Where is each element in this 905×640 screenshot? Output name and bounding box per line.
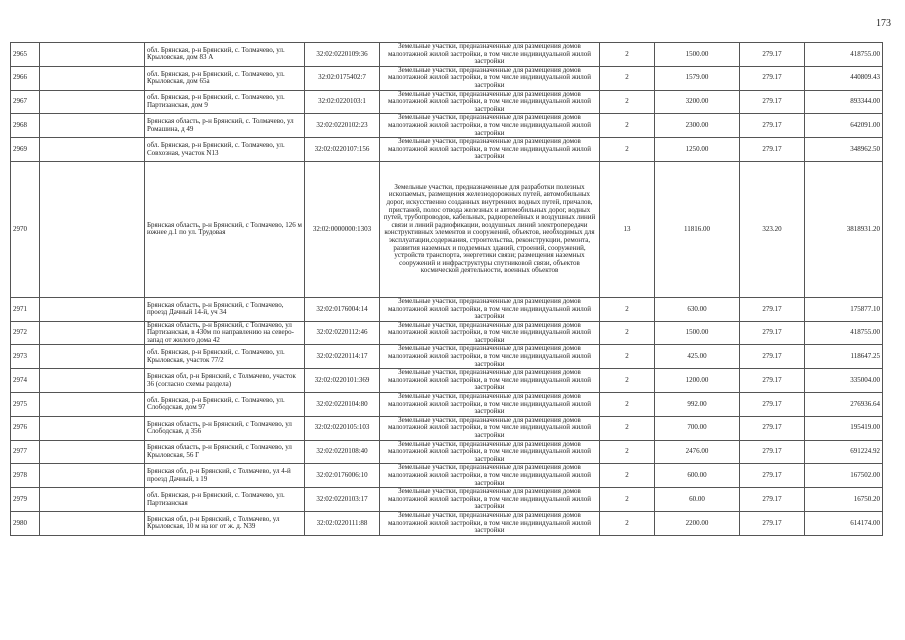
- address-cell: обл. Брянская, р-н Брянский, с. Толмачево, ул. Слободская, дом 97: [145, 393, 305, 417]
- rate-cell: 279.17: [740, 464, 805, 488]
- rate-cell: 279.17: [740, 43, 805, 67]
- rate-cell: 279.17: [740, 114, 805, 138]
- cadastral-number-cell: 32:02:0220101:369: [305, 369, 380, 393]
- blank-cell: [40, 464, 145, 488]
- table-row: [11, 43, 883, 67]
- row-number: 2970: [11, 161, 40, 297]
- blank-cell: [40, 488, 145, 512]
- table-row: [11, 416, 883, 440]
- rate-cell: 279.17: [740, 321, 805, 345]
- rate-cell: 279.17: [740, 511, 805, 535]
- land-use-cell: Земельные участки, предназначенные для размещения домов малоэтажной жилой застройки, в том числе индивидуальной жилой застройки: [380, 138, 600, 162]
- row-number: 2977: [11, 440, 40, 464]
- cadastral-value-cell: 3818931.20: [805, 161, 883, 297]
- area-cell: 1579.00: [655, 66, 740, 90]
- table-row: [11, 297, 883, 321]
- address-cell: Брянская область, р-н Брянский, с. Толмачево, ул Ромашина, д 49: [145, 114, 305, 138]
- category-code-cell: 2: [600, 297, 655, 321]
- land-use-cell: Земельные участки, предназначенные для размещения домов малоэтажной жилой застройки, в том числе индивидуальной жилой застройки: [380, 511, 600, 535]
- area-cell: 600.00: [655, 464, 740, 488]
- row-number: 2974: [11, 369, 40, 393]
- cadastral-value-cell: 418755.00: [805, 43, 883, 67]
- category-code-cell: 2: [600, 369, 655, 393]
- land-use-cell: Земельные участки, предназначенные для размещения домов малоэтажной жилой застройки, в том числе индивидуальной жилой застройки: [380, 488, 600, 512]
- cadastral-value-cell: 335004.00: [805, 369, 883, 393]
- area-cell: 1500.00: [655, 321, 740, 345]
- category-code-cell: 2: [600, 345, 655, 369]
- address-cell: обл. Брянская, р-н Брянский, с. Толмачево, ул. Совхозная, участок N13: [145, 138, 305, 162]
- address-cell: обл. Брянская, р-н Брянский, с. Толмачево, ул. Партизанская, дом 9: [145, 90, 305, 114]
- cadastral-number-cell: 32:02:0220103:1: [305, 90, 380, 114]
- cadastral-number-cell: 32:02:0220107:156: [305, 138, 380, 162]
- cadastral-value-cell: 893344.00: [805, 90, 883, 114]
- cadastral-value-cell: 118647.25: [805, 345, 883, 369]
- address-cell: Брянская обл, р-н Брянский, с Толмачево, участок 36 (согласно схемы раздела): [145, 369, 305, 393]
- area-cell: 3200.00: [655, 90, 740, 114]
- land-use-cell: Земельные участки, предназначенные для размещения домов малоэтажной жилой застройки, в том числе индивидуальной жилой застройки: [380, 43, 600, 67]
- cadastral-number-cell: 32:02:0175402:7: [305, 66, 380, 90]
- cadastral-number-cell: 32:02:0000000:1303: [305, 161, 380, 297]
- cadastral-value-cell: 195419.00: [805, 416, 883, 440]
- area-cell: 1500.00: [655, 43, 740, 67]
- rate-cell: 323.20: [740, 161, 805, 297]
- row-number: 2972: [11, 321, 40, 345]
- row-number: 2969: [11, 138, 40, 162]
- blank-cell: [40, 43, 145, 67]
- cadastral-number-cell: 32:02:0220108:40: [305, 440, 380, 464]
- cadastral-number-cell: 32:02:0220114:17: [305, 345, 380, 369]
- row-number: 2967: [11, 90, 40, 114]
- table-row: [11, 345, 883, 369]
- address-cell: Брянская обл, р-н Брянский, с Толмачево, ул Крыловская, 10 м на юг от ж. д. N39: [145, 511, 305, 535]
- area-cell: 11816.00: [655, 161, 740, 297]
- area-cell: 2200.00: [655, 511, 740, 535]
- land-use-cell: Земельные участки, предназначенные для размещения домов малоэтажной жилой застройки, в том числе индивидуальной жилой застройки: [380, 440, 600, 464]
- row-number: 2965: [11, 43, 40, 67]
- blank-cell: [40, 440, 145, 464]
- cadastral-value-cell: 614174.00: [805, 511, 883, 535]
- area-cell: 1200.00: [655, 369, 740, 393]
- area-cell: 2476.00: [655, 440, 740, 464]
- rate-cell: 279.17: [740, 297, 805, 321]
- blank-cell: [40, 416, 145, 440]
- rate-cell: 279.17: [740, 393, 805, 417]
- category-code-cell: 2: [600, 393, 655, 417]
- rate-cell: 279.17: [740, 138, 805, 162]
- cadastral-number-cell: 32:02:0220102:23: [305, 114, 380, 138]
- row-number: 2971: [11, 297, 40, 321]
- cadastral-value-cell: 642091.00: [805, 114, 883, 138]
- row-number: 2978: [11, 464, 40, 488]
- cadastral-number-cell: 32:02:0220112:46: [305, 321, 380, 345]
- address-cell: Брянская область, р-н Брянский, с Толмачево, ул Партизанская, в 430м по направлению на северо-запад от жилого дома 42: [145, 321, 305, 345]
- land-use-cell: Земельные участки, предназначенные для размещения домов малоэтажной жилой застройки, в том числе индивидуальной жилой застройки: [380, 369, 600, 393]
- address-cell: обл. Брянская, р-н Брянский, с. Толмачево, ул. Партизанская: [145, 488, 305, 512]
- cadastral-value-cell: 16750.20: [805, 488, 883, 512]
- area-cell: 1250.00: [655, 138, 740, 162]
- category-code-cell: 2: [600, 511, 655, 535]
- table-row: [11, 464, 883, 488]
- category-code-cell: 2: [600, 66, 655, 90]
- blank-cell: [40, 297, 145, 321]
- rate-cell: 279.17: [740, 440, 805, 464]
- cadastral-value-cell: 440809.43: [805, 66, 883, 90]
- area-cell: 2300.00: [655, 114, 740, 138]
- blank-cell: [40, 90, 145, 114]
- table-row: [11, 488, 883, 512]
- category-code-cell: 2: [600, 43, 655, 67]
- land-use-cell: Земельные участки, предназначенные для размещения домов малоэтажной жилой застройки, в том числе индивидуальной жилой застройки: [380, 321, 600, 345]
- address-cell: обл. Брянская, р-н Брянский, с. Толмачево, ул. Крыловская, дом 83 А: [145, 43, 305, 67]
- table-row: [11, 161, 883, 297]
- category-code-cell: 2: [600, 321, 655, 345]
- table-row: [11, 440, 883, 464]
- page-number: 173: [876, 18, 891, 29]
- category-code-cell: 2: [600, 488, 655, 512]
- blank-cell: [40, 511, 145, 535]
- category-code-cell: 2: [600, 90, 655, 114]
- land-register-table: [10, 42, 883, 536]
- row-number: 2980: [11, 511, 40, 535]
- cadastral-value-cell: 418755.00: [805, 321, 883, 345]
- blank-cell: [40, 345, 145, 369]
- land-use-cell: Земельные участки, предназначенные для размещения домов малоэтажной жилой застройки, в том числе индивидуальной жилой застройки: [380, 464, 600, 488]
- address-cell: Брянская обл, р-н Брянский, с Толмачево, ул 4-й проезд Дачный, з 19: [145, 464, 305, 488]
- row-number: 2966: [11, 66, 40, 90]
- address-cell: Брянская область, р-н Брянский, с Толмачево, 126 м южнее д.1 по ул. Трудовая: [145, 161, 305, 297]
- area-cell: 630.00: [655, 297, 740, 321]
- area-cell: 425.00: [655, 345, 740, 369]
- row-number: 2976: [11, 416, 40, 440]
- address-cell: Брянская область, р-н Брянский, с Толмачево, ул Слободская, д 356: [145, 416, 305, 440]
- rate-cell: 279.17: [740, 66, 805, 90]
- rate-cell: 279.17: [740, 488, 805, 512]
- row-number: 2968: [11, 114, 40, 138]
- area-cell: 60.00: [655, 488, 740, 512]
- address-cell: Брянская область, р-н Брянский, с Толмачево, ул Крыловская, 56 Г: [145, 440, 305, 464]
- table-row: [11, 321, 883, 345]
- blank-cell: [40, 66, 145, 90]
- cadastral-value-cell: 348962.50: [805, 138, 883, 162]
- cadastral-number-cell: 32:02:0220104:80: [305, 393, 380, 417]
- land-use-cell: Земельные участки, предназначенные для размещения домов малоэтажной жилой застройки, в том числе индивидуальной жилой застройки: [380, 393, 600, 417]
- category-code-cell: 2: [600, 138, 655, 162]
- land-use-cell: Земельные участки, предназначенные для размещения домов малоэтажной жилой застройки, в том числе индивидуальной жилой застройки: [380, 66, 600, 90]
- row-number: 2975: [11, 393, 40, 417]
- address-cell: обл. Брянская, р-н Брянский, с. Толмачево, ул. Крыловская, дом 65а: [145, 66, 305, 90]
- land-use-cell: Земельные участки, предназначенные для размещения домов малоэтажной жилой застройки, в том числе индивидуальной жилой застройки: [380, 416, 600, 440]
- land-use-cell: Земельные участки, предназначенные для размещения домов малоэтажной жилой застройки, в том числе индивидуальной жилой застройки: [380, 90, 600, 114]
- land-use-cell: Земельные участки, предназначенные для размещения домов малоэтажной жилой застройки, в том числе индивидуальной жилой застройки: [380, 345, 600, 369]
- rate-cell: 279.17: [740, 345, 805, 369]
- area-cell: 700.00: [655, 416, 740, 440]
- area-cell: 992.00: [655, 393, 740, 417]
- blank-cell: [40, 138, 145, 162]
- cadastral-number-cell: 32:02:0220111:88: [305, 511, 380, 535]
- blank-cell: [40, 114, 145, 138]
- land-use-cell: Земельные участки, предназначенные для размещения домов малоэтажной жилой застройки, в том числе индивидуальной жилой застройки: [380, 297, 600, 321]
- table-row: [11, 369, 883, 393]
- blank-cell: [40, 393, 145, 417]
- blank-cell: [40, 321, 145, 345]
- rate-cell: 279.17: [740, 90, 805, 114]
- table-row: [11, 66, 883, 90]
- category-code-cell: 2: [600, 464, 655, 488]
- category-code-cell: 2: [600, 114, 655, 138]
- cadastral-value-cell: 175877.10: [805, 297, 883, 321]
- cadastral-value-cell: 691224.92: [805, 440, 883, 464]
- address-cell: обл. Брянская, р-н Брянский, с. Толмачево, ул. Крыловская, участок 77/2: [145, 345, 305, 369]
- land-use-cell: Земельные участки, предназначенные для размещения домов малоэтажной жилой застройки, в том числе индивидуальной жилой застройки: [380, 114, 600, 138]
- table-row: [11, 90, 883, 114]
- category-code-cell: 13: [600, 161, 655, 297]
- address-cell: Брянская область, р-н Брянский, с Толмачево, проезд Дачный 14-й, уч 34: [145, 297, 305, 321]
- cadastral-number-cell: 32:02:0220103:17: [305, 488, 380, 512]
- blank-cell: [40, 369, 145, 393]
- cadastral-number-cell: 32:02:0220105:103: [305, 416, 380, 440]
- table-row: [11, 393, 883, 417]
- cadastral-number-cell: 32:02:0176004:14: [305, 297, 380, 321]
- blank-cell: [40, 161, 145, 297]
- table-row: [11, 114, 883, 138]
- row-number: 2979: [11, 488, 40, 512]
- row-number: 2973: [11, 345, 40, 369]
- category-code-cell: 2: [600, 440, 655, 464]
- table-row: [11, 511, 883, 535]
- rate-cell: 279.17: [740, 369, 805, 393]
- rate-cell: 279.17: [740, 416, 805, 440]
- land-use-cell: Земельные участки, предназначенные для разработки полезных ископаемых, размещения железнодорожных путей, автомобильных дорог, искусственно созданных внутренних водных путей, причалов, пристаней, полос отвода железных и автомобильных дорог, водных путей, трубопроводов, кабельных, радиорелейных и воздушных линий связи и линий радиофикации, воздушных линий электропередачи конструктивных элементов и сооружений, объектов, необходимых для эксплуатации,содержания, строительства, реконструкции, ремонта, развития наземных и подземных зданий, строений, сооружений, устройств транспорта, энергетики связи; размещения наземных сооружений и инфраструктуры спутниковой связи, объектов космической деятельности, военных объектов: [380, 161, 600, 297]
- cadastral-value-cell: 167502.00: [805, 464, 883, 488]
- cadastral-number-cell: 32:02:0176006:10: [305, 464, 380, 488]
- category-code-cell: 2: [600, 416, 655, 440]
- cadastral-value-cell: 276936.64: [805, 393, 883, 417]
- table-row: [11, 138, 883, 162]
- cadastral-number-cell: 32:02:0220109:36: [305, 43, 380, 67]
